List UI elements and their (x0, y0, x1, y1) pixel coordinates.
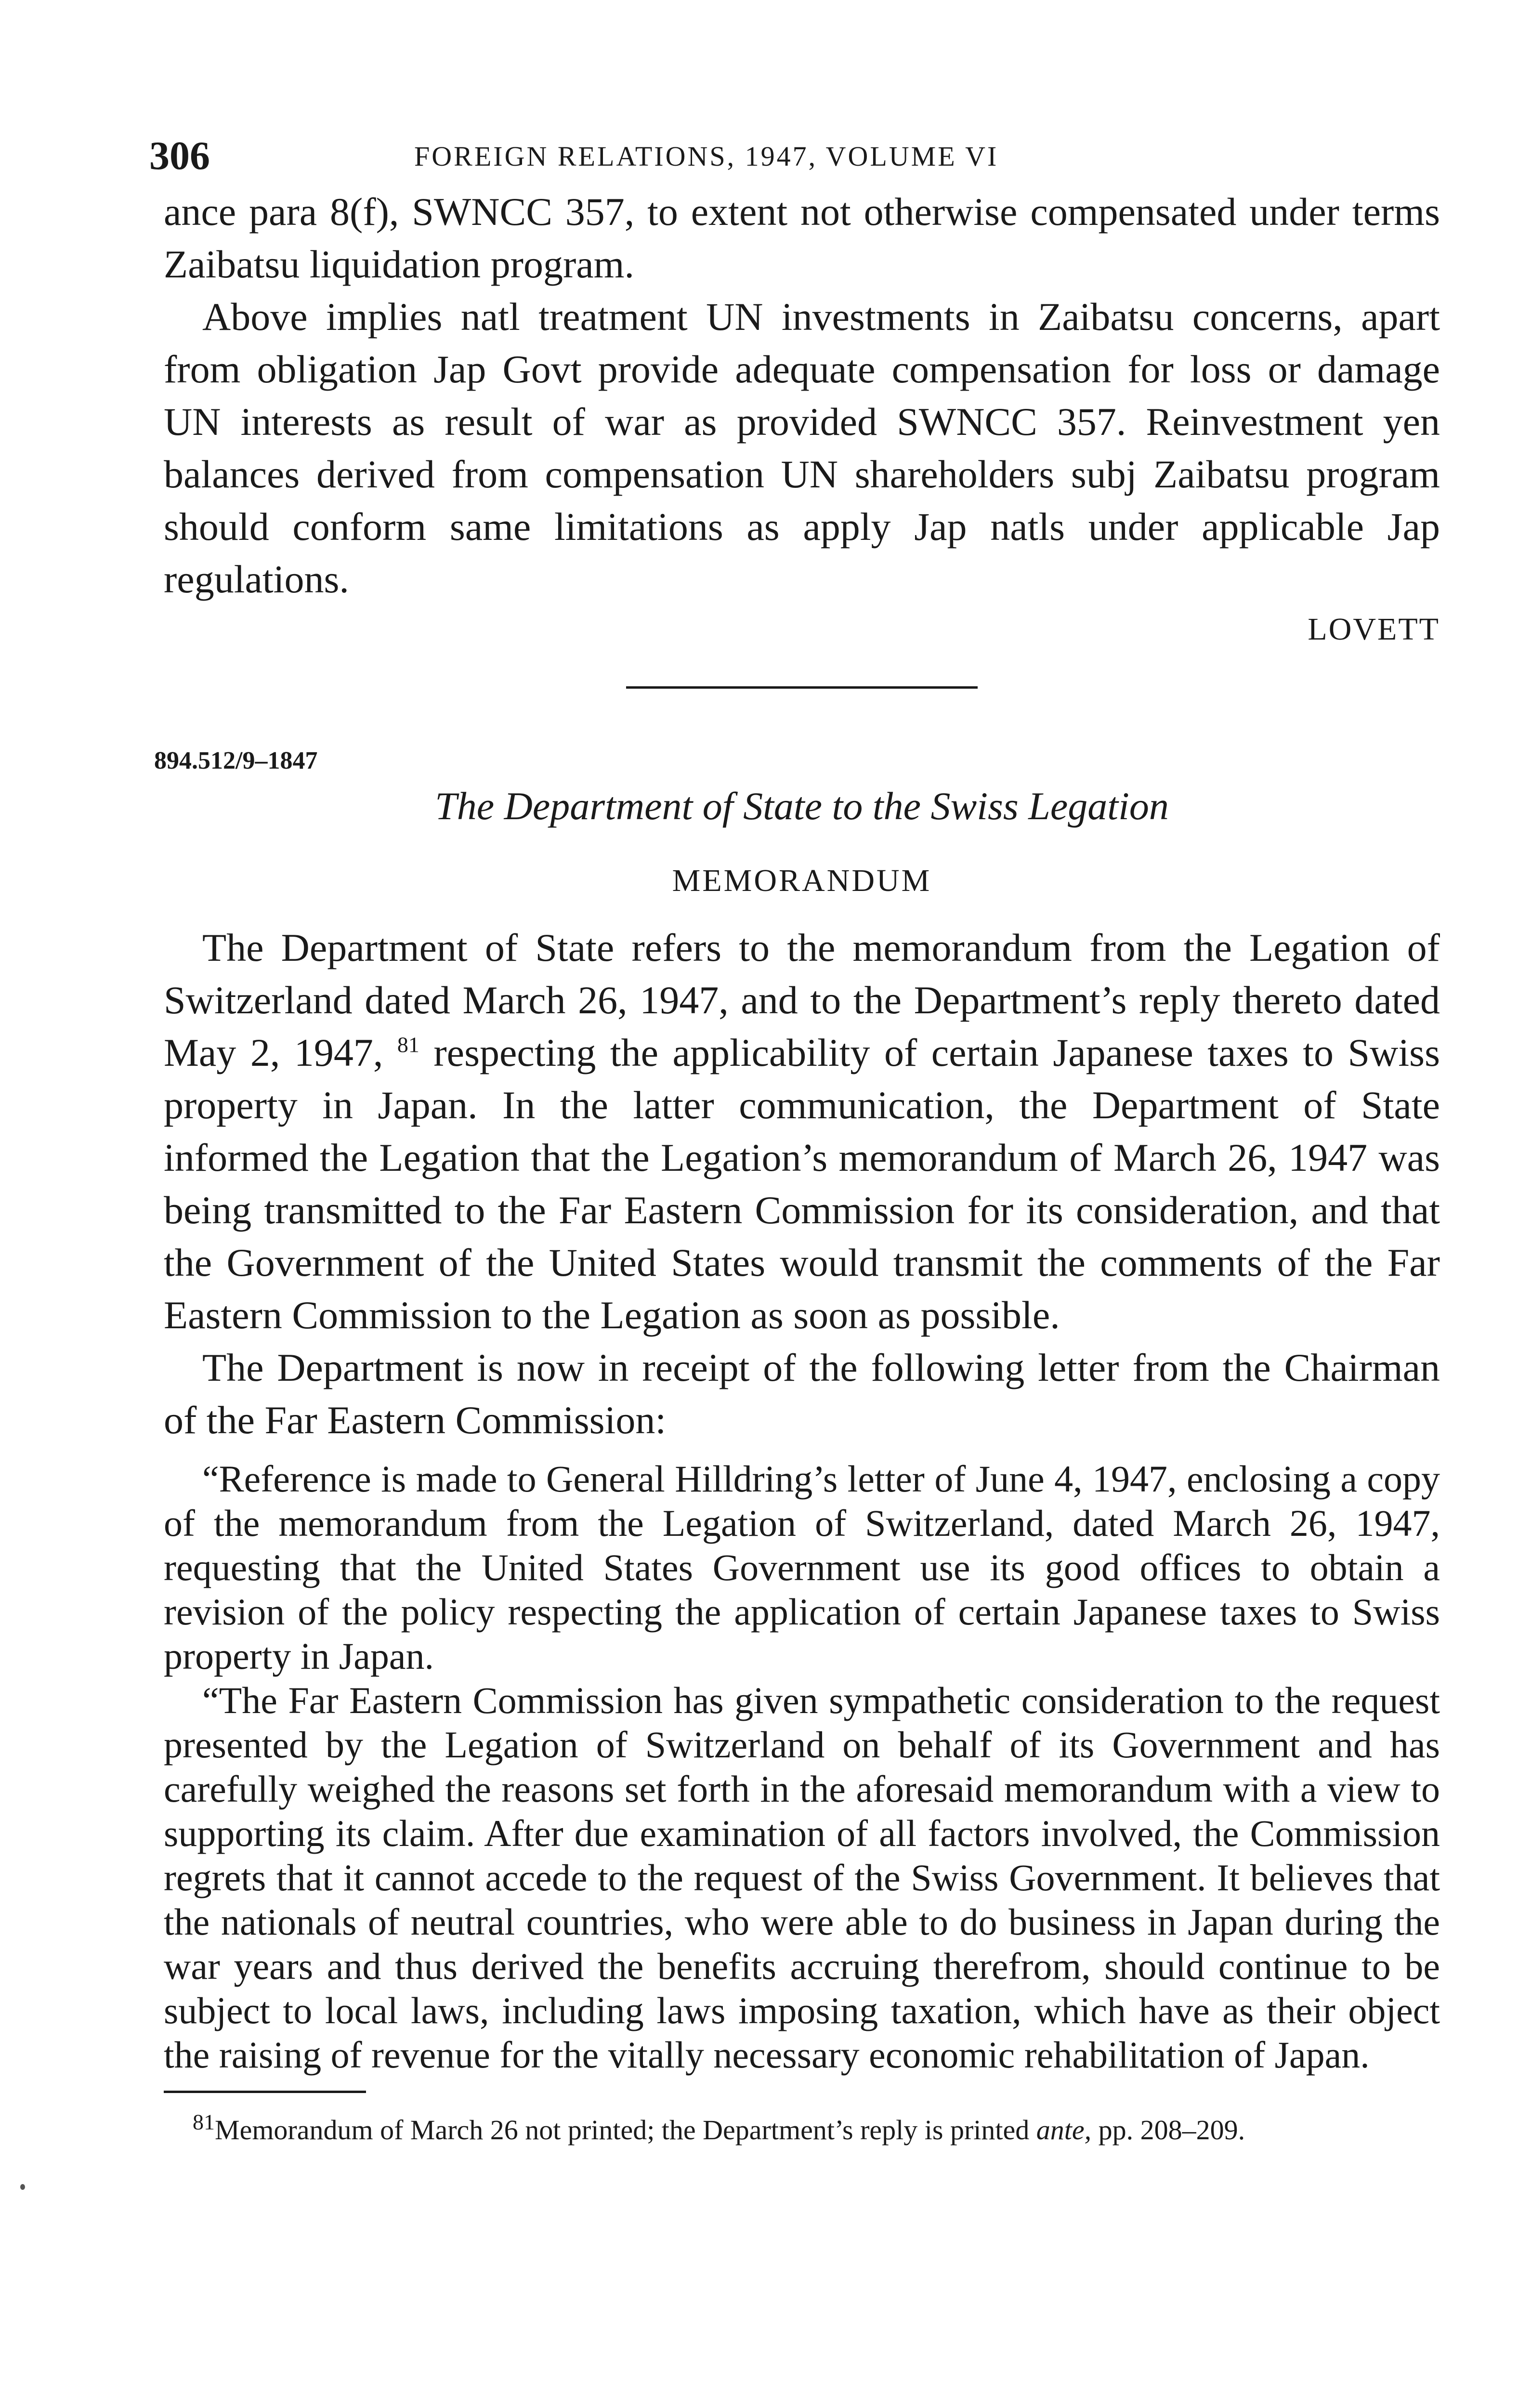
footnote-ante: ante, (1036, 2114, 1092, 2146)
memo-paragraph-1-start: The Department of State refers to the memorandum from the Legation of Switzerland dated March 26, 1947, and to the Department’s reply thereto dated May 2, 1947, (164, 926, 1440, 1074)
document-page (149, 132, 1440, 2148)
footnote-text: Memorandum of March 26 not printed; the Department’s reply is printed (215, 2114, 1030, 2146)
footnote-number: 81 (193, 2109, 215, 2134)
running-head (149, 132, 1440, 185)
section-divider (626, 686, 978, 689)
quoted-letter-paragraph-1: “Reference is made to General Hilldring’s letter of June 4, 1947, enclosing a copy of the memorandum from the Legation of Switzerland, dated March 26, 1947, requesting that the United States Government use its good offices to obtain a revision of the policy respecting the application of certain Japanese taxes to Swiss property in Japan. (164, 1458, 1440, 1677)
running-title: FOREIGN RELATIONS, 1947, VOLUME VI (414, 141, 999, 172)
memo-paragraph-2: The Department is now in receipt of the following letter from the Chairman of the Far Eastern Commission: (164, 1346, 1440, 1442)
footnote-pages: pp. 208–209. (1098, 2114, 1245, 2146)
file-number: 894.512/9–1847 (154, 747, 318, 774)
previous-paragraph: Above implies natl treatment UN investments in Zaibatsu concerns, apart from obligation Jap Govt provide adequate compensation for loss or damage UN interests as result of war as provided SWNCC 357. Reinvestment yen balances derived from compensation UN shareholders subj Zaibatsu program should conform same limitations as apply Jap natls under applicable Jap regulations. (164, 295, 1440, 601)
signature: LOVETT (1308, 612, 1440, 647)
document-title: The Department of State to the Swiss Legation (435, 784, 1169, 828)
scan-speck (20, 2184, 25, 2190)
page-number: 306 (149, 133, 210, 178)
previous-paragraph-continued: ance para 8(f), SWNCC 357, to extent not otherwise compensated under terms Zaibatsu liquidation program. (164, 190, 1440, 286)
quoted-letter-paragraph-2: “The Far Eastern Commission has given sympathetic consideration to the request presented by the Legation of Switzerland on behalf of its Government and has carefully weighed the reasons set forth in the aforesaid memorandum with a view to supporting its claim. After due examination of all factors involved, the Commission regrets that it cannot accede to the request of the Swiss Government. It believes that the nationals of neutral countries, who were able to do business in Japan during the war years and thus derived the benefits accruing therefrom, should continue to be subject to local laws, including laws imposing taxation, which have as their object the raising of revenue for the vitally necessary economic rehabilitation of Japan. (164, 1679, 1440, 2076)
footnote-divider (164, 2091, 366, 2093)
memo-paragraph-1-end: respecting the applicability of certain Japanese taxes to Swiss property in Japan. In the latter communication, the Department of State informed the Legation that the Legation’s memorandum of March 26, 1947 was being transmitted to the Far Eastern Commission for its consideration, and that the Government of the United States would transmit the comments of the Far Eastern Commission to the Legation as soon as possible. (164, 1031, 1440, 1337)
memo-paragraph-1 (164, 921, 1440, 1341)
footnote-reference: 81 (397, 1032, 419, 1057)
footnote (164, 2109, 1440, 2148)
memorandum-heading: MEMORANDUM (672, 863, 932, 898)
